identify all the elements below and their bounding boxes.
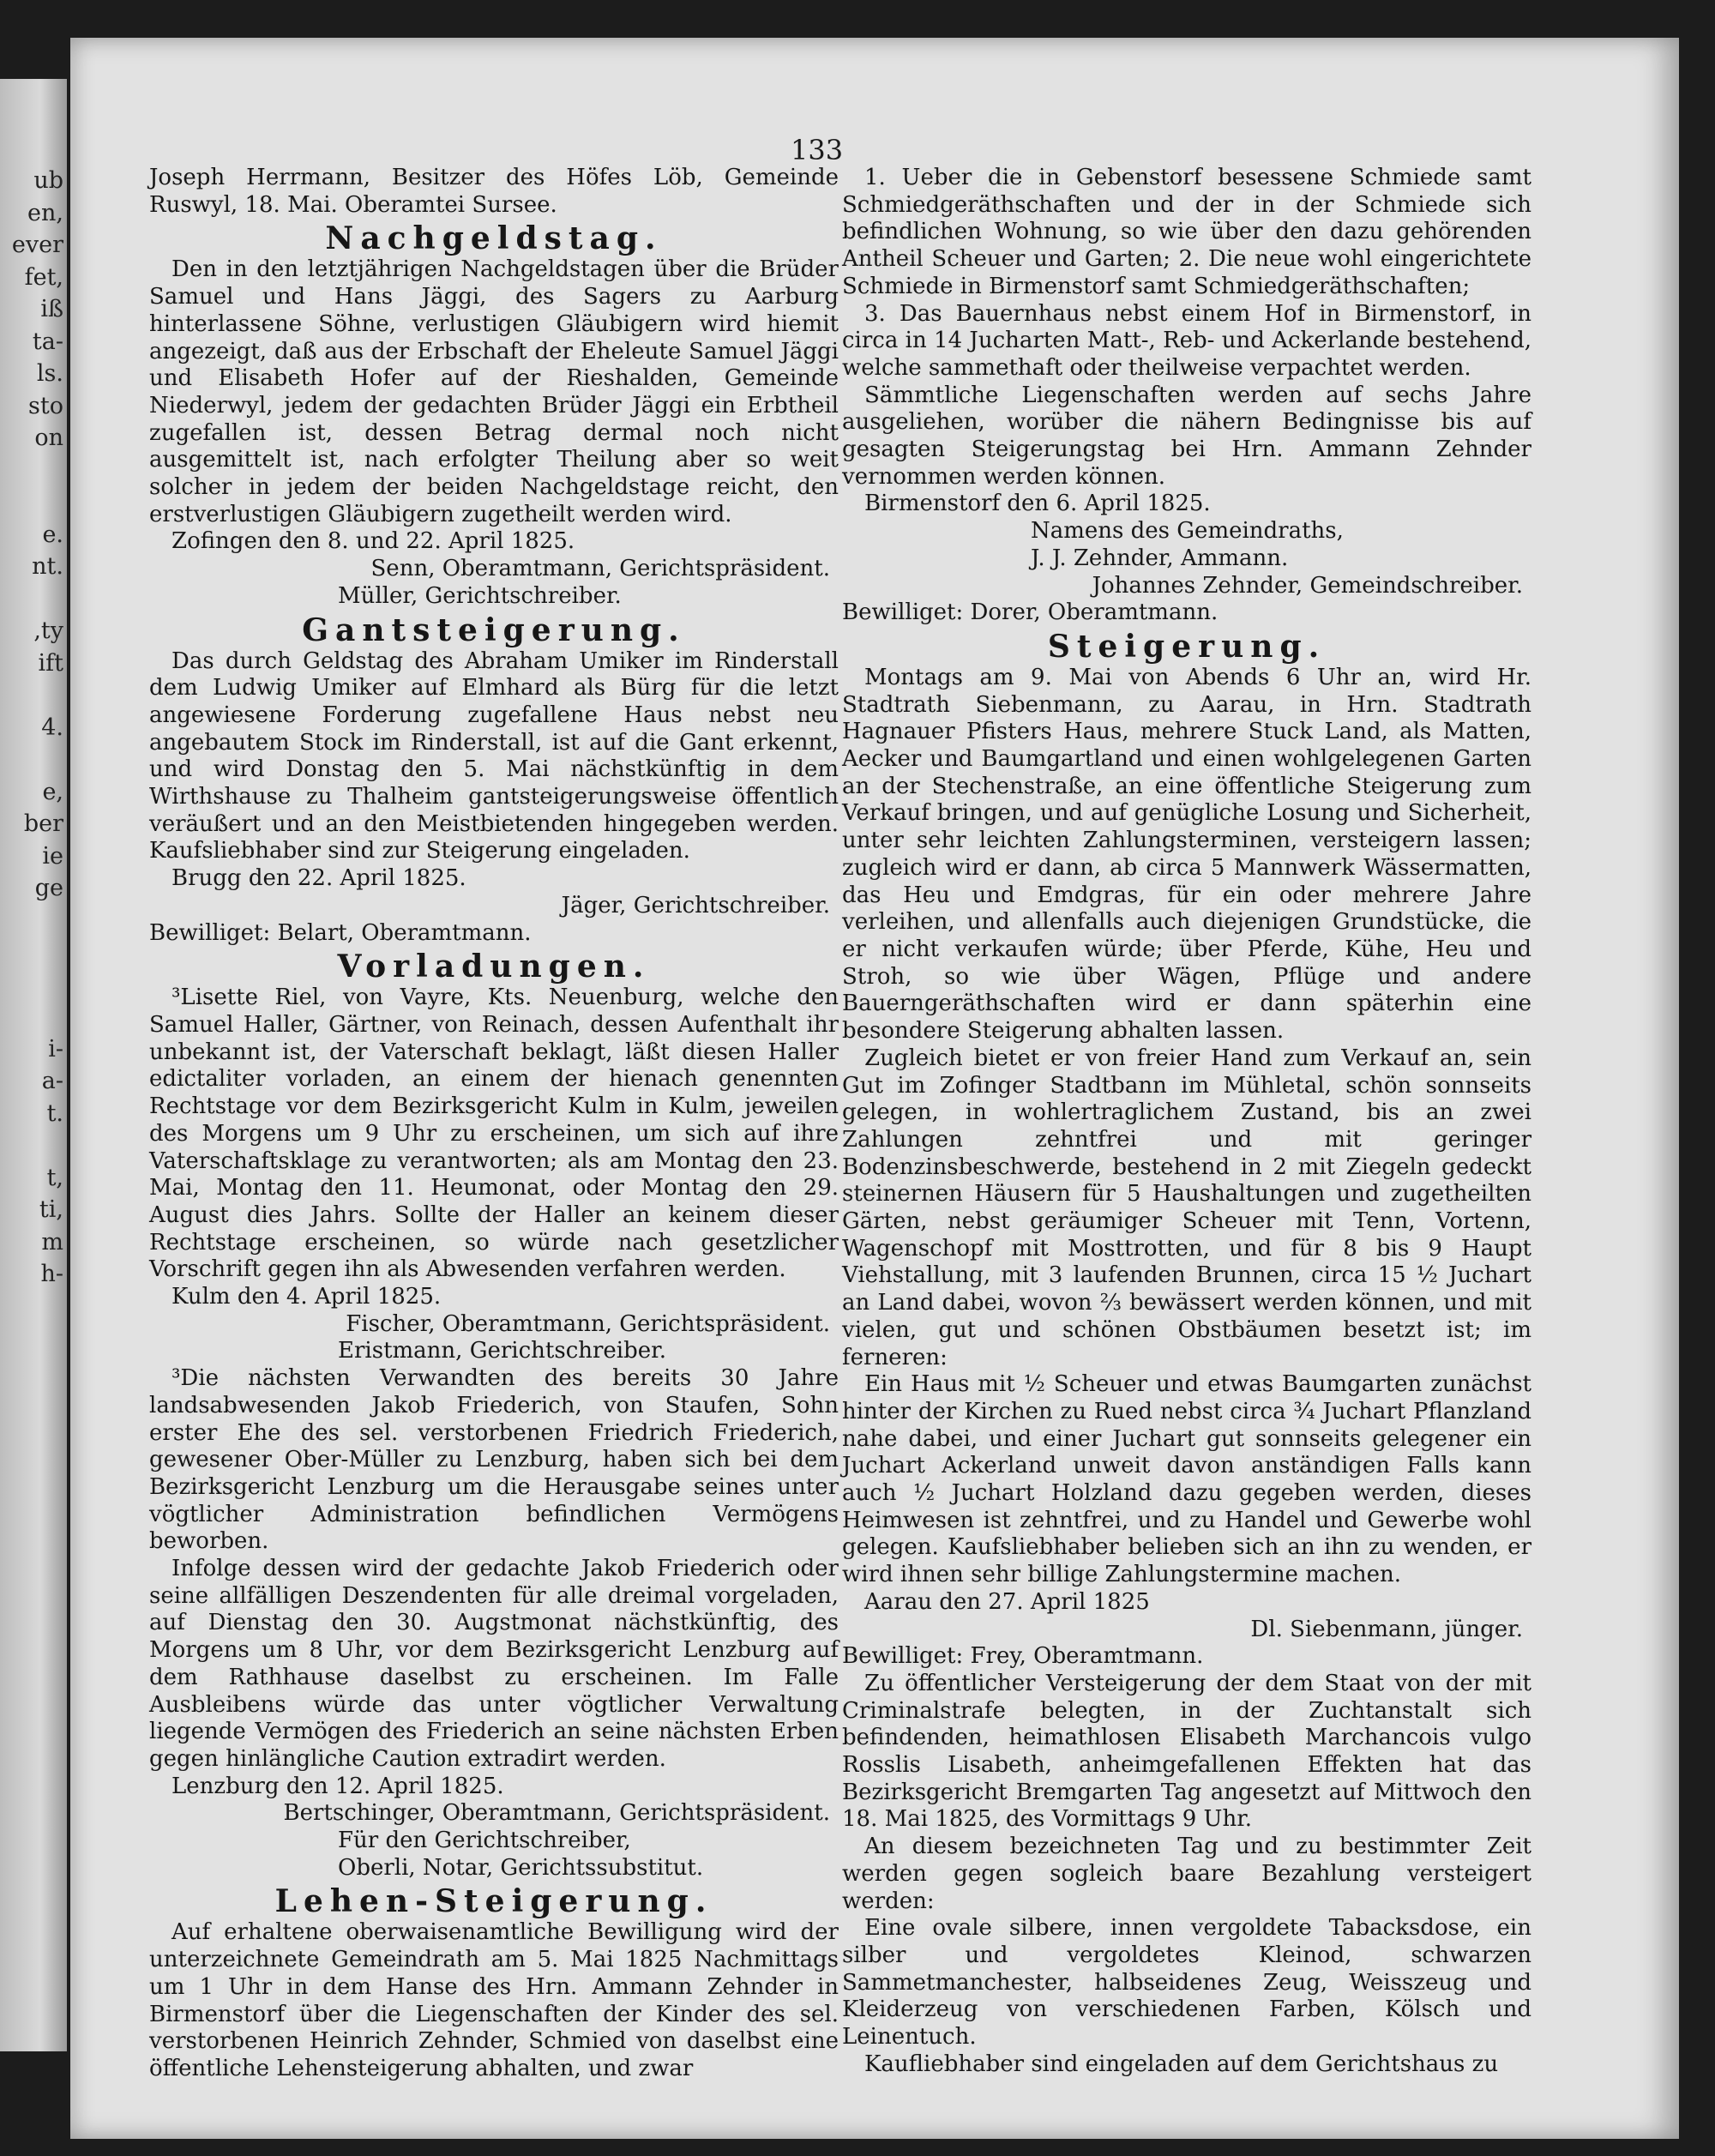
vorladungen-body2: ³Die nächsten Verwandten des bereits 30 Jahre landsabwesenden Jakob Friederich, von Staufen, Sohn erster Ehe des sel. verstorbenen Friedrich Friederich, gewesener Ober-Müller zu Lenzburg, haben sich bei dem Bezirksgericht Lenzburg um die Herausgabe seines unter vögtlicher Administration befindlichen Vermögens beworben. xyxy=(149,1365,839,1555)
steigerung-body1: Montags am 9. Mai von Abends 6 Uhr an, wird Hr. Stadtrath Siebenmann, zu Aarau, in Hrn. Stadtrath Hagnauer Pfisters Haus, mehrere Stuck Land, als Matten, Aecker und Baumgartland und einen wohlgelegenen Garten an der Stechenstraße, an eine öffentliche Steigerung zum Verkauf bringen, und auf genügliche Losung und Sicherheit, unter sehr leichten Zahlungsterminen, versteigern lassen; zugleich wird er dann, ab circa 5 Mannwerk Wässermatten, das Heu und Emdgras, für ein oder mehrere Jahre verleihen, und allenfalls auch diejenigen Grundstücke, die er nicht verkaufen würde; über Pferde, Kühe, Heu und Stroh, so wie über Wägen, Pflüge und andere Bauerngeräthschaften wird er dann späterhin eine besondere Steigerung abhalten lassen. xyxy=(842,664,1531,1045)
vorladungen-body3: Infolge dessen wird der gedachte Jakob Friederich oder seine allfälligen Deszendenten für alle dreimal vorgeladen, auf Dienstag den 30. Augstmonat nächstkünftig, des Morgens um 8 Uhr, vor dem Bezirksgericht Lenzburg auf dem Rathhause daselbst zu erscheinen. Im Falle Ausbleibens würde das unter vögtlicher Verwaltung liegende Vermögen des Friederich an seine nächsten Erben gegen hinlängliche Caution extradirt werden. xyxy=(149,1556,839,1772)
gantsteigerung-approved: Bewilliget: Belart, Oberamtmann. xyxy=(149,919,532,946)
steigerung-sig: Dl. Siebenmann, jünger. xyxy=(1250,1616,1523,1642)
previous-page-fragments: ub en, ever fet, iß ta- ls. sto on e. nt. ,ty ift 4. e, ber ie ge i- a- t. t, ti, m h- xyxy=(11,167,63,1287)
versteigerung-body3: Eine ovale silbere, innen vergoldete Tabacksdose, ein silber und vergoldetes Kleinod, schwarzen Sammetmanchester, halbseidenes Zeug, Weisszeug und Kleiderzeug von verschiedenen Farben, Kölsch und Leinentuch. xyxy=(842,1915,1531,2051)
gantsteigerung-body: Das durch Geldstag des Abraham Umiker im Rinderstall dem Ludwig Umiker auf Elmhard als Bürg für die letzt angewiesene Forderung zugefallene Haus nebst neu angebautem Stock im Rinderstall, ist auf die Gant erkennt, und wird Donstag den 5. Mai nächstkünftig in dem Wirthshause zu Thalheim gantsteigerungsweise öffentlich veräußert und an den Meistbietenden hingegeben werden. Kaufsliebhaber sind zur Steigerung eingeladen. xyxy=(149,647,839,864)
lehen-date: Birmenstorf den 6. April 1825. xyxy=(864,491,1211,517)
vorladungen-sig1b: Eristmann, Gerichtschreiber. xyxy=(338,1338,666,1364)
steigerung-body3: Ein Haus mit ½ Scheuer und etwas Baumgarten zunächst hinter der Kirchen zu Rued nebst circa ¾ Juchart Pflanzland nahe dabei, und einer Juchart gut sonnseits gelegener ein Juchart Ackerland unweit davon anständigen Falls kann auch ½ Juchart Holzland dazu gegeben werden, dieses Heimwesen ist zehntfrei, und zu Handel und Gewerbe wohl gelegen. Kaufsliebhaber belieben sich an ihn zu wenden, er wird ihnen sehr billige Zahlungstermine machen. xyxy=(842,1371,1531,1588)
vorladungen-sig2c: Oberli, Notar, Gerichtssubstitut. xyxy=(338,1854,704,1881)
vorladungen-sig2a: Bertschinger, Oberamtmann, Gerichtspräsident. xyxy=(283,1800,830,1827)
lehen-sig3: Johannes Zehnder, Gemeindschreiber. xyxy=(1092,572,1523,599)
vorladungen-date2: Lenzburg den 12. April 1825. xyxy=(172,1773,504,1799)
page-number: 133 xyxy=(791,134,844,166)
vorladungen-sig1a: Fischer, Oberamtmann, Gerichtspräsident. xyxy=(346,1310,830,1337)
lehen-approved: Bewilliget: Dorer, Oberamtmann. xyxy=(842,599,1219,626)
nachgeldstag-sig2: Müller, Gerichtschreiber. xyxy=(338,582,622,609)
previous-page-edge xyxy=(0,79,67,2051)
steigerung-approved: Bewilliget: Frey, Oberamtmann. xyxy=(842,1643,1204,1670)
lehen-item3: 3. Das Bauernhaus nebst einem Hof in Birmenstorf, in circa in 14 Jucharten Matt-, Reb- und Ackerlande bestehend, welche sammethaft oder theilweise verpachtet werden. xyxy=(842,300,1531,381)
lehen-sig1: Namens des Gemeindraths, xyxy=(1031,518,1344,545)
vorladungen-sig2b: Für den Gerichtschreiber, xyxy=(338,1828,631,1854)
lehen-cont-body: Sämmtliche Liegenschaften werden auf sechs Jahre ausgeliehen, worüber die nähern Bedingnisse bis auf gesagten Steigerungstag bei Hrn. Ammann Zehnder vernommen werden können. xyxy=(842,382,1531,490)
heading-gantsteigerung: Gantsteigerung. xyxy=(302,611,686,648)
heading-lehen-steigerung: Lehen-Steigerung. xyxy=(274,1883,713,1920)
vorladungen-date1: Kulm den 4. April 1825. xyxy=(172,1284,442,1310)
lehen-item1: 1. Ueber die in Gebenstorf besessene Schmiede samt Schmiedgeräthschaften und der in der Schmiede sich befindlichen Wohnung, so wie über den dazu gehörenden Antheil Scheuer und Garten; 2. Die neue wohl eingerichtete Schmiede in Birmenstorf samt Schmiedgeräthschaften; xyxy=(842,165,1531,299)
nachgeldstag-body: Den in den letztjährigen Nachgeldstagen über die Brüder Samuel und Hans Jäggi, des Sagers zu Aarburg hinterlassene Söhne, verlustigen Gläubigern wird hiemit angezeigt, daß aus der Erbschaft der Eheleute Samuel Jäggi und Elisabeth Hofer auf der Rieshalden, Gemeinde Niederwyl, jedem der gedachten Brüder Jäggi ein Erbtheil zugefallen ist, dessen Betrag dermal noch nicht ausgemittelt ist, nach erfolgter Theilung aber so weit solcher in jedem der beiden Nachgeldstage reicht, den erstverlustigen Gläubigern zugetheilt werden wird. xyxy=(149,256,839,527)
heading-vorladungen: Vorladungen. xyxy=(337,949,651,985)
lehen-body: Auf erhaltene oberwaisenamtliche Bewilligung wird der unterzeichnete Gemeindrath am 5. Mai 1825 Nachmittags um 1 Uhr in dem Hanse des Hrn. Ammann Zehnder in Birmenstorf über die Liegenschaften der Kinder des sel. verstorbenen Heinrich Zehnder, Schmied von daselbst eine öffentliche Lehensteigerung abhalten, und zwar xyxy=(149,1919,839,2081)
intro-line: Joseph Herrmann, Besitzer des Höfes Löb, Gemeinde Ruswyl, 18. Mai. Oberamtei Sursee. xyxy=(149,165,839,218)
heading-nachgeldstag: Nachgeldstag. xyxy=(325,220,663,257)
steigerung-date: Aarau den 27. April 1825 xyxy=(864,1588,1150,1615)
left-column xyxy=(149,165,839,2083)
right-column xyxy=(842,165,1531,2079)
newspaper-page xyxy=(70,38,1679,2139)
vorladungen-body1: ³Lisette Riel, von Vayre, Kts. Neuenburg, welche den Samuel Haller, Gärtner, von Reinach, dessen Aufenthalt ihr unbekannt ist, der Vaterschaft beklagt, läßt diesen Haller edictaliter vorladen, an einem der hienach genennten Rechtstage vor dem Bezirksgericht Kulm in Kulm, jeweilen des Morgens um 9 Uhr zu erscheinen, um sich auf ihre Vaterschaftsklage zu verantworten; als am Montag den 23. Mai, Montag den 11. Heumonat, oder Montag den 29. August dies Jahrs. Sollte der Haller an keinem dieser Rechtstage erscheinen, so würde nach gesetzlicher Vorschrift gegen ihn als Abwesenden verfahren werden. xyxy=(149,985,839,1283)
versteigerung-body1: Zu öffentlicher Versteigerung der dem Staat von der mit Criminalstrafe belegten, in der Zuchtanstalt sich befindenden, heimathlosen Elisabeth Marchancois vulgo Rosslis Lisabeth, anheimgefallenen Effekten hat das Bezirksgericht Bremgarten Tag angesetzt auf Mittwoch den 18. Mai 1825, des Vormittags 9 Uhr. xyxy=(842,1670,1531,1833)
gantsteigerung-sig: Jäger, Gerichtschreiber. xyxy=(561,892,830,918)
gantsteigerung-date: Brugg den 22. April 1825. xyxy=(172,865,466,892)
steigerung-body2: Zugleich bietet er von freier Hand zum Verkauf an, sein Gut im Zofinger Stadtbann im Mühletal, schön sonnseits gelegen, in wohlertraglichem Zustand, bis an zwei Zahlungen zehntfrei und mit geringer Bodenzinsbeschwerde, bestehend in 2 mit Ziegeln gedeckt steinernen Häusern für 5 Haushaltungen und zugetheilten Gärten, nebst geräumiger Scheuer mit Tenn, Vortenn, Wagenschopf mit Mosttrotten, und für 8 bis 9 Haupt Viehstallung, mit 3 laufenden Brunnen, circa 15 ½ Juchart an Land dabei, wovon ⅔ bewässert werden können, und mit vielen, gut und schönen Obstbäumen besetzt ist; im ferneren: xyxy=(842,1045,1531,1370)
heading-steigerung: Steigerung. xyxy=(1047,628,1327,665)
lehen-sig2: J. J. Zehnder, Ammann. xyxy=(1031,545,1289,571)
versteigerung-body2: An diesem bezeichneten Tag und zu bestimmter Zeit werden gegen sogleich baare Bezahlung versteigert werden: xyxy=(842,1834,1531,1914)
versteigerung-body4: Kaufliebhaber sind eingeladen auf dem Gerichtshaus zu xyxy=(864,2051,1499,2077)
nachgeldstag-date: Zofingen den 8. und 22. April 1825. xyxy=(172,528,575,555)
nachgeldstag-sig1: Senn, Oberamtmann, Gerichtspräsident. xyxy=(370,556,830,582)
